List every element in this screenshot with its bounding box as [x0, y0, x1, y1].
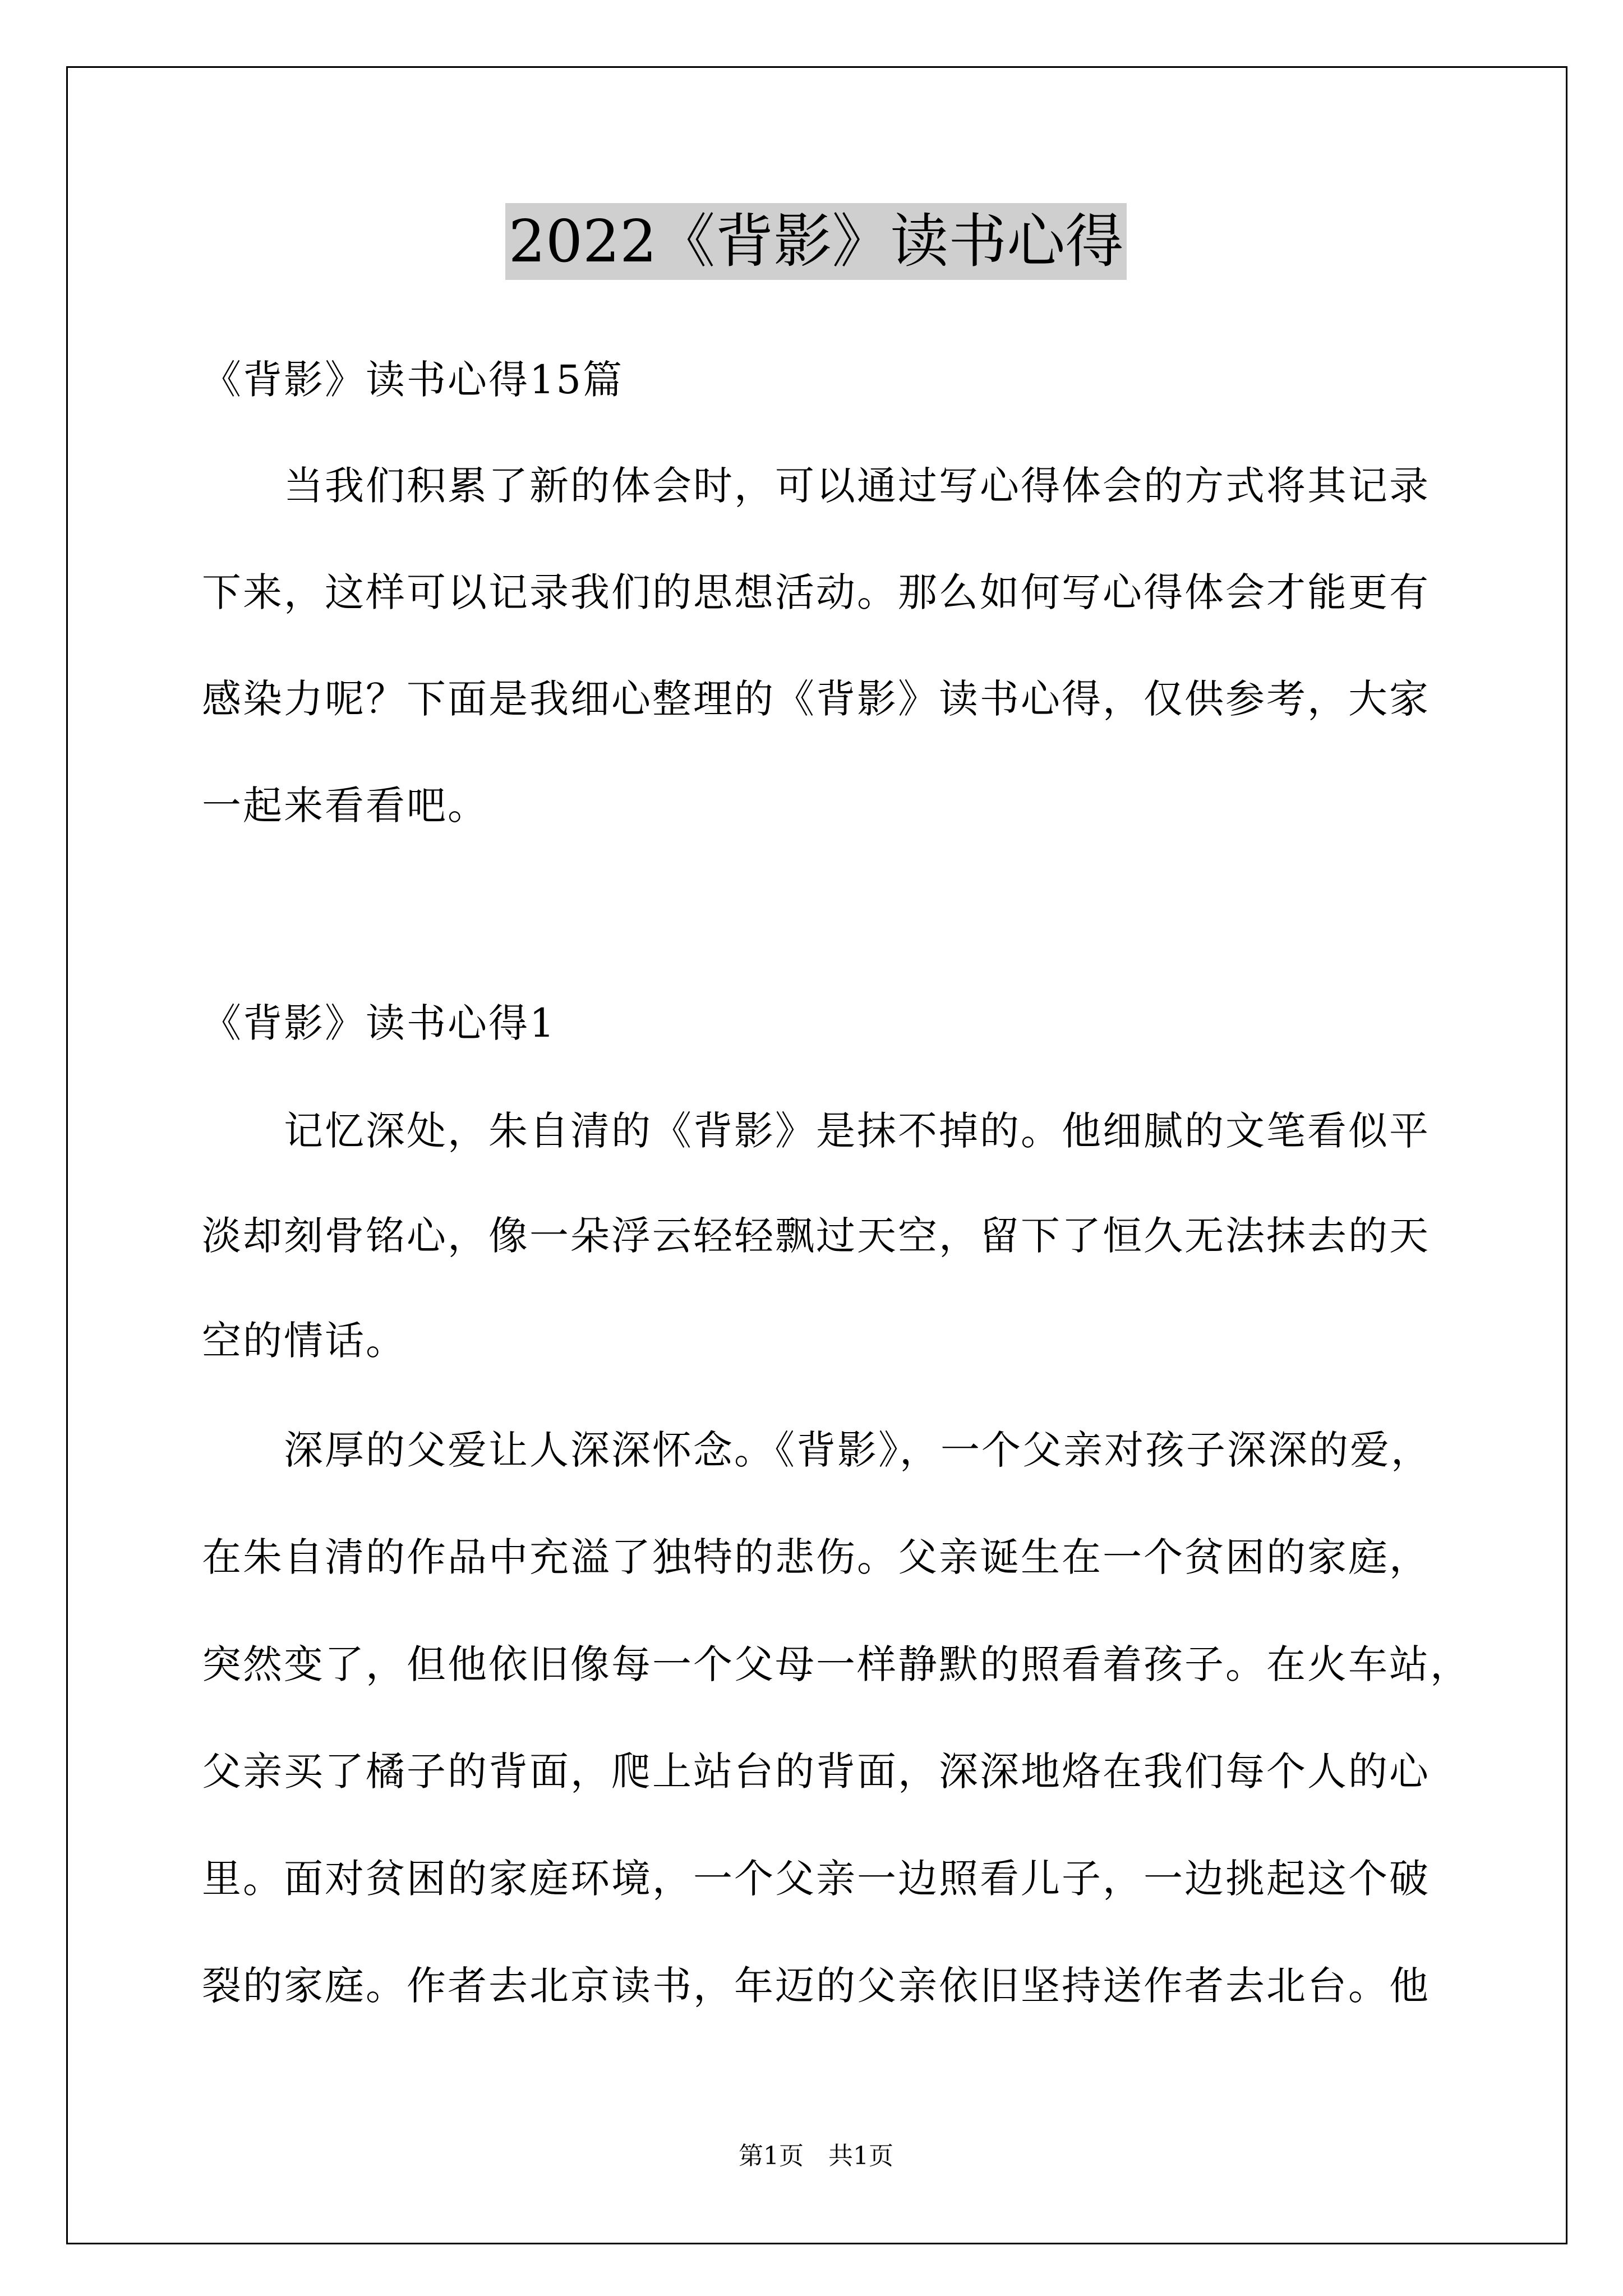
- paragraph-line: 深厚的父爱让人深深怀念。《背影》，一个父亲对孩子深深的爱，: [284, 1427, 1432, 1473]
- paragraph-line: 突然变了，但他依旧像每一个父母一样静默的照看着孩子。在火车站，: [202, 1641, 1471, 1687]
- paragraph-line: 感染力呢？下面是我细心整理的《背影》读书心得，仅供参考，大家: [202, 676, 1430, 722]
- page-footer: [0, 2142, 1623, 2171]
- paragraph-line: 一起来看看吧。: [202, 783, 488, 829]
- section-paragraph: [202, 1397, 1492, 2040]
- intro-paragraph: [202, 432, 1492, 859]
- paragraph-line: 淡却刻骨铭心，像一朵浮云轻轻飘过天空，留下了恒久无法抹去的天: [202, 1213, 1430, 1259]
- paragraph-line: 里。面对贫困的家庭环境，一个父亲一边照看儿子，一边挑起这个破: [202, 1856, 1430, 1902]
- title-container: [0, 203, 1623, 280]
- paragraph-line: 父亲买了橘子的背面，爬上站台的背面，深深地烙在我们每个人的心: [202, 1749, 1430, 1795]
- paragraph-line: 当我们积累了新的体会时，可以通过写心得体会的方式将其记录: [284, 463, 1430, 509]
- paragraph-line: 下来，这样可以记录我们的思想活动。那么如何写心得体会才能更有: [202, 569, 1430, 615]
- page-number-label: 第1页 共1页: [739, 2142, 893, 2170]
- page-title: 2022《背影》读书心得: [505, 203, 1127, 280]
- section-heading: [202, 970, 1492, 1076]
- section-heading-text: 《背影》读书心得1: [202, 1000, 556, 1046]
- paragraph-line: 记忆深处，朱自清的《背影》是抹不掉的。他细腻的文笔看似平: [284, 1108, 1430, 1154]
- section-paragraph: [202, 1079, 1492, 1393]
- paragraph-line: 空的情话。: [202, 1318, 407, 1364]
- subtitle: [202, 326, 1492, 433]
- paragraph-line: 裂的家庭。作者去北京读书，年迈的父亲依旧坚持送作者去北台。他: [202, 1963, 1430, 2009]
- paragraph-line: 在朱自清的作品中充溢了独特的悲伤。父亲诞生在一个贫困的家庭，: [202, 1534, 1430, 1580]
- subtitle-text: 《背影》读书心得15篇: [202, 357, 624, 403]
